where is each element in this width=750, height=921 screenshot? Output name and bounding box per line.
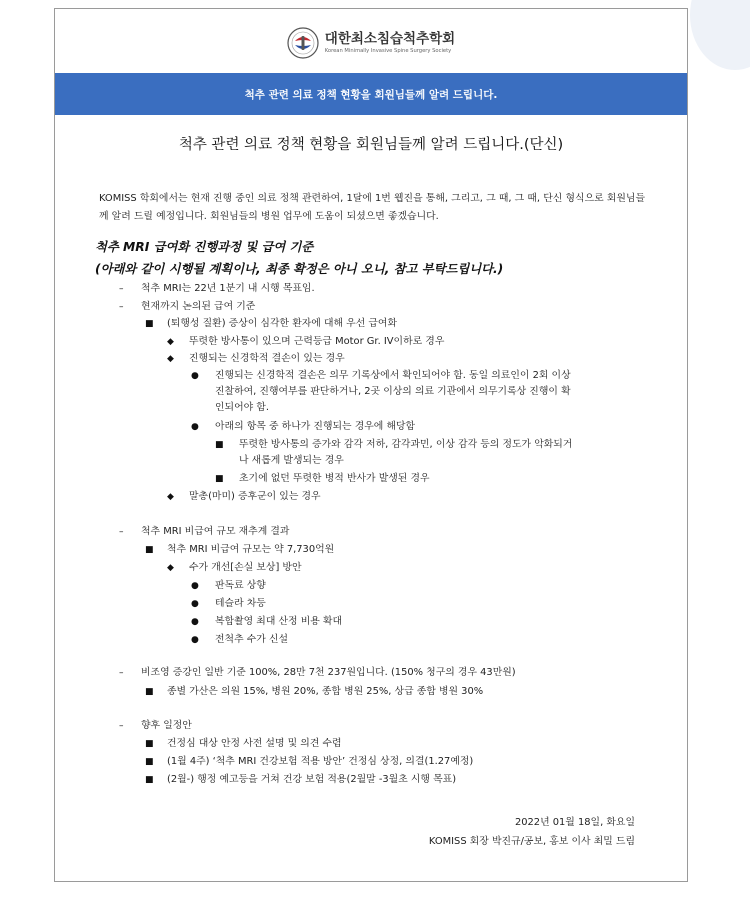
list-item: (2월-) 행정 예고등을 거쳐 건강 보험 적용(2월말 -3월초 시행 목표) [167, 774, 457, 785]
list-item: (퇴행성 질환) 증상이 심각한 환자에 대해 우선 급여화 [167, 318, 398, 329]
list-item: 테슬라 차등 [215, 598, 266, 609]
list-item: 현재까지 논의된 급여 기준 [141, 301, 256, 312]
section-subtitle: (아래와 같이 시행될 계획이나, 최종 확정은 아니 오니, 참고 부탁드립니다.) [95, 262, 504, 276]
list-item: 진행되는 신경학적 결손이 있는 경우 [189, 353, 345, 364]
dash-marker: – [119, 284, 124, 294]
section-title: 척추 MRI 급여화 진행과정 및 급여 기준 [95, 240, 314, 254]
list-item-line: 진행되는 신경학적 결손은 의무 기록상에서 확인되어야 함. 동일 의료인이 2회 이상 [215, 370, 571, 381]
square-marker: ■ [215, 440, 224, 450]
dash-marker: – [119, 527, 124, 537]
dash-marker: – [119, 302, 124, 312]
list-item: 척추 MRI 비급여 규모 재추계 결과 [141, 526, 290, 537]
document-date: 2022년 01월 18일, 화요일 [514, 817, 635, 828]
list-item: 척추 MRI는 22년 1분기 내 시행 목표임. [141, 283, 315, 294]
society-emblem-icon [287, 27, 319, 59]
society-name-english: Korean Minimally Invasive Spine Surgery Society [324, 48, 452, 54]
square-marker: ■ [145, 545, 154, 555]
list-item-line: 진찰하여, 진행여부를 판단하거나, 2곳 이상의 의료 기관에서 의무기록상 진행이 확 [215, 386, 571, 397]
society-name-korean: 대한최소침습척추학회 [324, 31, 456, 47]
dot-marker: ● [191, 371, 199, 381]
square-marker: ■ [145, 739, 154, 749]
list-item: 아래의 항목 중 하나가 진행되는 경우에 해당함 [215, 421, 416, 432]
list-item: 수가 개선[손실 보상] 방안 [189, 562, 302, 573]
list-item: 뚜렷한 방사통이 있으며 근력등급 Motor Gr. IV이하로 경우 [189, 336, 445, 347]
document-sheet [54, 8, 688, 882]
intro-paragraph: KOMISS 학회에서는 현재 진행 중인 의료 정책 관련하여, 1달에 1번 웹진을 통해, 그리고, 그 때, 그 때, 단신 형식으로 회원님들께 알려 드릴 예정입니다. 회원님들의 병원 업무에 도움이 되셨으면 좋겠습니다. [99, 193, 645, 222]
list-item: 판독료 상향 [215, 580, 266, 591]
square-marker: ■ [215, 474, 224, 484]
diamond-marker: ◆ [167, 492, 174, 502]
diamond-marker: ◆ [167, 354, 174, 364]
banner-text: 척추 관련 의료 정책 현황을 회원님들께 알려 드립니다. [244, 88, 498, 101]
square-marker: ■ [145, 775, 154, 785]
list-item: 말총(마미) 증후군이 있는 경우 [189, 491, 321, 502]
list-item: 건정심 대상 안정 사전 설명 및 의견 수렴 [167, 738, 342, 749]
list-item: 복합촬영 최대 산정 비용 확대 [215, 616, 343, 627]
list-item: 향후 일정안 [141, 720, 192, 731]
diamond-marker: ◆ [167, 337, 174, 347]
list-item: (1월 4주) ‘척추 MRI 건강보험 적용 방안’ 건정심 상정, 의결(1.27예정) [167, 756, 474, 767]
dot-marker: ● [191, 422, 199, 432]
dot-marker: ● [191, 617, 199, 627]
dash-marker: – [119, 668, 124, 678]
list-item: 종별 가산은 의원 15%, 병원 20%, 종합 병원 25%, 상급 종합 병원 30% [167, 686, 484, 697]
list-item: 초기에 없던 뚜렷한 병적 반사가 발생된 경우 [239, 473, 430, 484]
header-banner [55, 73, 687, 115]
document-signature: KOMISS 회장 박진규/공보, 홍보 이사 최밀 드림 [428, 836, 635, 847]
square-marker: ■ [145, 319, 154, 329]
society-logo [55, 23, 687, 63]
square-marker: ■ [145, 687, 154, 697]
dash-marker: – [119, 721, 124, 731]
diamond-marker: ◆ [167, 563, 174, 573]
corner-decoration [690, 0, 750, 70]
list-item-line: 나 새롭게 발생되는 경우 [239, 455, 344, 466]
list-item: 전척추 수가 신설 [215, 634, 289, 645]
dot-marker: ● [191, 581, 199, 591]
list-item: 비조영 증강인 일반 기준 100%, 28만 7천 237원입니다. (150% 청구의 경우 43만원) [141, 667, 516, 678]
list-item-line: 뚜렷한 방사통의 증가와 감각 저하, 감각과민, 이상 감각 등의 정도가 악화되거 [239, 439, 573, 450]
list-item-line: 인되어야 함. [215, 402, 269, 413]
dot-marker: ● [191, 599, 199, 609]
dot-marker: ● [191, 635, 199, 645]
square-marker: ■ [145, 757, 154, 767]
document-title: 척추 관련 의료 정책 현황을 회원님들께 알려 드립니다.(단신) [178, 137, 564, 153]
list-item: 척추 MRI 비급여 규모는 약 7,730억원 [167, 544, 335, 555]
